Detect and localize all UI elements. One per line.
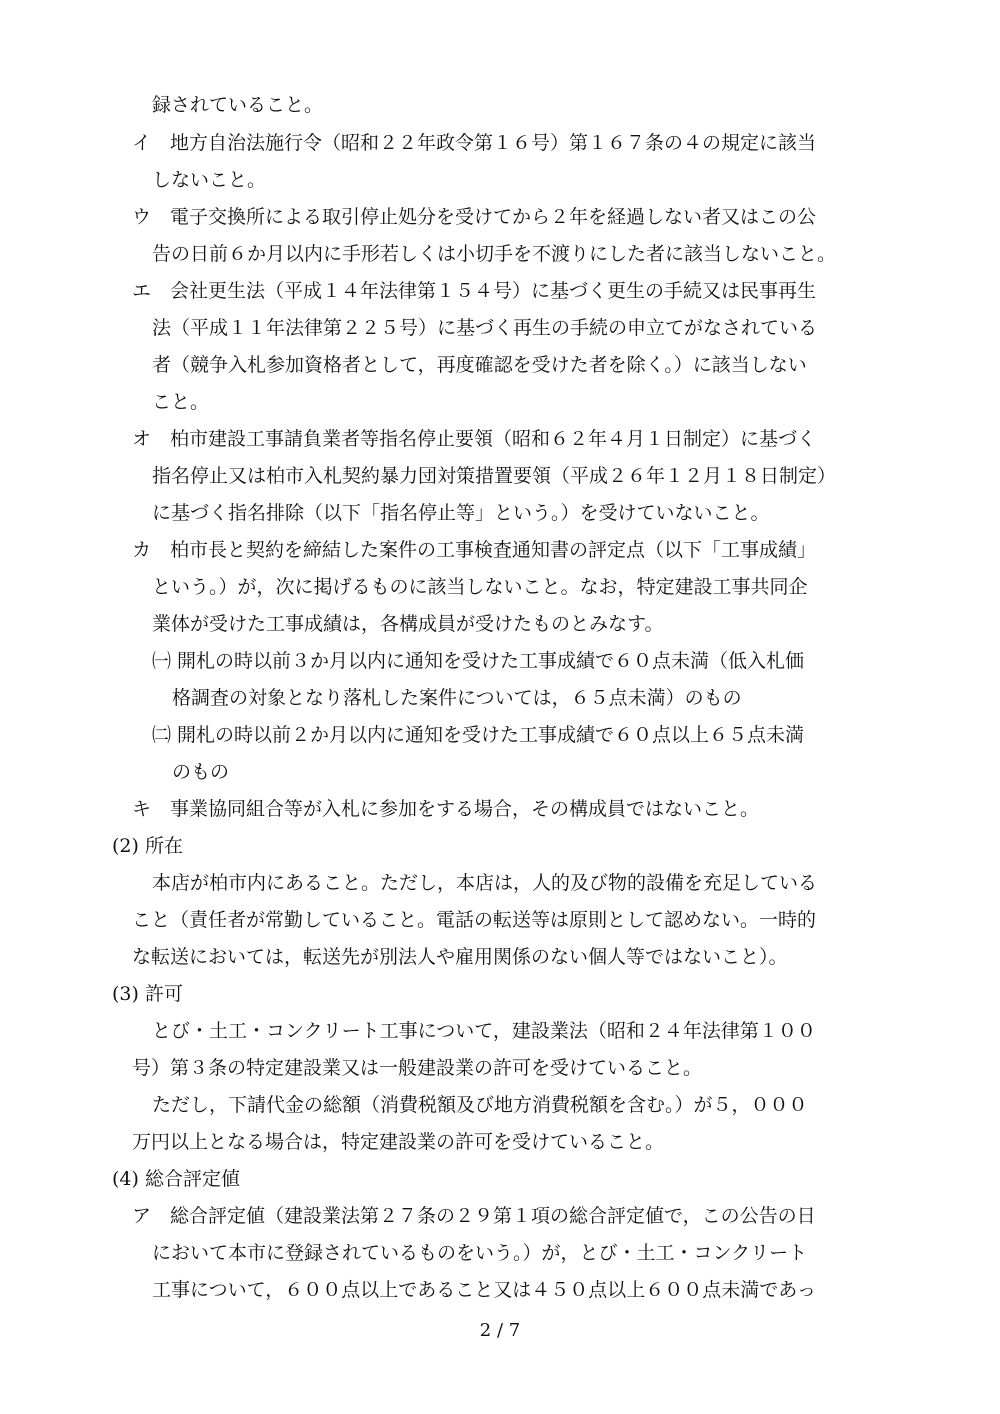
text-line: 本店が柏市内にあること。ただし，本店は，人的及び物的設備を充足している <box>152 872 818 894</box>
text-line: しないこと。 <box>152 169 267 191</box>
text-line: において本市に登録されているものをいう。）が，とび・土工・コンクリート <box>152 1242 808 1264</box>
text-line: に基づく指名排除（以下「指名停止等」という。）を受けていないこと。 <box>152 502 770 524</box>
section-heading: (3) 許可 <box>112 983 183 1005</box>
text-line: 工事について，６００点以上であること又は４５０点以上６００点未満であっ <box>152 1279 817 1301</box>
text-line: 告の日前６か月以内に手形若しくは小切手を不渡りにした者に該当しないこと。 <box>152 243 837 265</box>
section-heading: (2) 所在 <box>112 835 183 857</box>
text-line: 万円以上となる場合は，特定建設業の許可を受けていること。 <box>132 1131 665 1153</box>
section-heading: (4) 総合評定値 <box>112 1168 240 1190</box>
text-line: とび・土工・コンクリート工事について，建設業法（昭和２４年法律第１００ <box>152 1020 816 1042</box>
text-line: ㈡ 開札の時以前２か月以内に通知を受けた工事成績で６０点以上６５点未満 <box>152 724 805 746</box>
text-line: という。）が，次に掲げるものに該当しないこと。なお，特定建設工事共同企 <box>152 576 808 598</box>
text-line: のもの <box>172 761 230 783</box>
text-line: 号）第３条の特定建設業又は一般建設業の許可を受けていること。 <box>132 1057 703 1079</box>
text-line: イ 地方自治法施行令（昭和２２年政令第１６号）第１６７条の４の規定に該当 <box>132 132 817 154</box>
text-line: エ 会社更生法（平成１４年法律第１５４号）に基づく更生の手続又は民事再生 <box>132 280 817 302</box>
text-line: キ 事業協同組合等が入札に参加をする場合，その構成員ではないこと。 <box>132 798 760 820</box>
text-line: 指名停止又は柏市入札契約暴力団対策措置要領（平成２６年１２月１８日制定） <box>152 465 837 487</box>
text-line: ア 総合評定値（建設業法第２７条の２９第１項の総合評定値で，この公告の日 <box>132 1205 816 1227</box>
text-line: 者（競争入札参加資格者として，再度確認を受けた者を除く。）に該当しない <box>152 354 807 376</box>
text-line: 格調査の対象となり落札した案件については，６５点未満）のもの <box>172 687 742 709</box>
text-line: カ 柏市長と契約を締結した案件の工事検査通知書の評定点（以下「工事成績」 <box>132 539 817 561</box>
text-line: ウ 電子交換所による取引停止処分を受けてから２年を経過しない者又はこの公 <box>132 206 817 228</box>
text-line: ただし，下請代金の総額（消費税額及び地方消費税額を含む。）が５，０００ <box>152 1094 808 1116</box>
page-number: 2 / 7 <box>479 1320 521 1341</box>
text-line: 法（平成１１年法律第２２５号）に基づく再生の手続の申立てがなされている <box>152 317 818 339</box>
text-line: 業体が受けた工事成績は，各構成員が受けたものとみなす。 <box>152 613 664 635</box>
text-line: こと（責任者が常勤していること。電話の転送等は原則として認めない。一時的 <box>132 909 817 931</box>
text-line: 録されていること。 <box>152 94 324 116</box>
text-line: こと。 <box>152 391 210 413</box>
text-line: オ 柏市建設工事請負業者等指名停止要領（昭和６２年４月１日制定）に基づく <box>132 428 817 450</box>
text-line: ㈠ 開札の時以前３か月以内に通知を受けた工事成績で６０点未満（低入札価 <box>152 650 805 672</box>
text-line: な転送においては，転送先が別法人や雇用関係のない個人等ではないこと）。 <box>132 946 788 968</box>
